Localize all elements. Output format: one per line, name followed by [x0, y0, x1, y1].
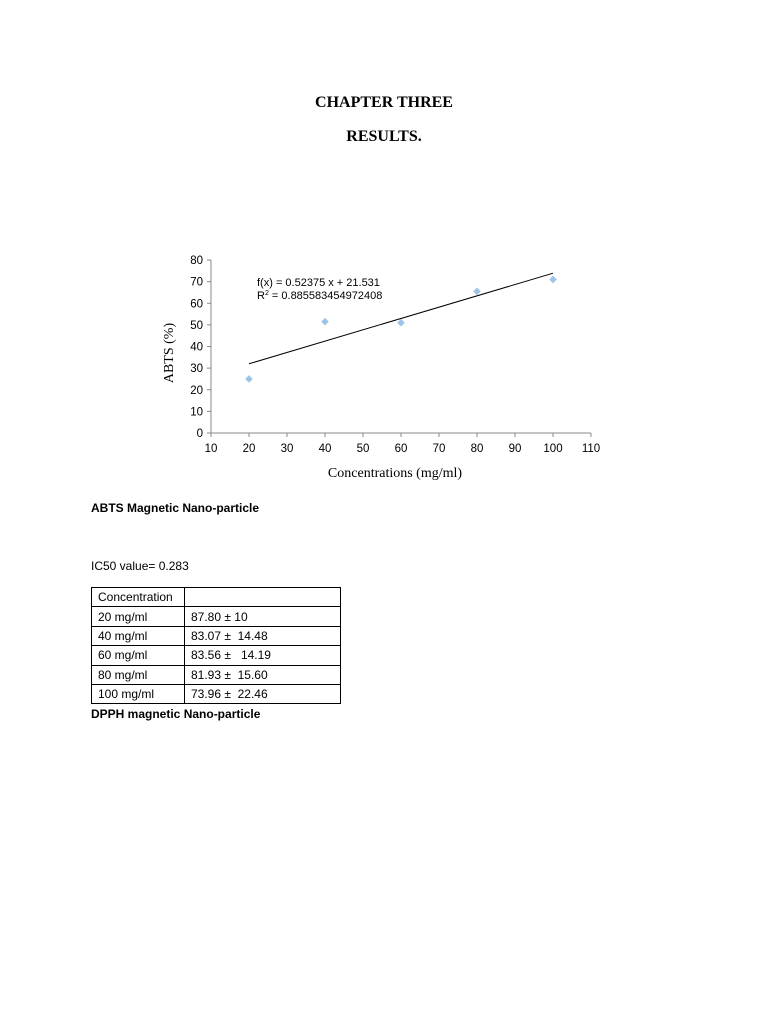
trend-equation: f(x) = 0.52375 x + 21.531: [257, 277, 380, 289]
cell-concentration: 100 mg/ml: [92, 684, 185, 703]
results-table: [91, 587, 341, 704]
abts-scatter-chart: [0, 0, 768, 500]
y-tick-label: 40: [190, 341, 203, 354]
data-point-marker: [321, 318, 329, 326]
y-tick-label: 60: [190, 298, 203, 311]
cell-concentration: 40 mg/ml: [92, 626, 185, 645]
cell-value: 81.93 ± 15.60: [185, 665, 341, 684]
cell-concentration: 20 mg/ml: [92, 607, 185, 626]
x-axis-title: Concentrations (mg/ml): [327, 466, 463, 481]
cell-value: 73.96 ± 22.46: [185, 684, 341, 703]
table-row: [92, 626, 341, 645]
header-value: [185, 588, 341, 607]
chapter-title: CHAPTER THREE: [315, 94, 453, 111]
x-tick-label: 110: [581, 443, 601, 455]
y-axis-title: ABTS (%): [162, 322, 177, 384]
data-point-marker: [473, 288, 481, 296]
ic50-value: IC50 value= 0.283: [91, 559, 189, 573]
x-tick-label: 90: [508, 443, 522, 455]
table-header-row: [92, 588, 341, 607]
cell-concentration: 60 mg/ml: [92, 646, 185, 665]
y-tick-label: 0: [196, 428, 203, 440]
x-tick-label: 100: [543, 443, 563, 455]
x-tick-label: 30: [280, 443, 294, 455]
x-tick-label: 80: [470, 443, 484, 455]
x-tick-label: 20: [242, 443, 256, 455]
y-tick-label: 50: [190, 319, 203, 332]
table-caption: DPPH magnetic Nano-particle: [91, 707, 261, 721]
table-row: [92, 665, 341, 684]
x-tick-label: 10: [204, 443, 218, 455]
table-row: [92, 684, 341, 703]
cell-value: 83.07 ± 14.48: [185, 626, 341, 645]
data-point-marker: [397, 319, 405, 327]
y-tick-label: 30: [190, 363, 203, 376]
x-tick-label: 60: [394, 443, 408, 455]
cell-concentration: 80 mg/ml: [92, 665, 185, 684]
section-title: RESULTS.: [346, 128, 422, 145]
table-row: [92, 607, 341, 626]
y-tick-label: 20: [190, 384, 203, 397]
x-tick-label: 70: [432, 443, 446, 455]
x-tick-label: 40: [318, 443, 332, 455]
data-point-marker: [549, 276, 557, 284]
cell-value: 87.80 ± 10: [185, 607, 341, 626]
figure-caption: ABTS Magnetic Nano-particle: [91, 501, 260, 515]
header-concentration: Concentration: [92, 588, 185, 607]
table-row: [92, 646, 341, 665]
y-tick-label: 10: [190, 406, 203, 419]
y-tick-label: 80: [190, 255, 203, 267]
cell-value: 83.56 ± 14.19: [185, 646, 341, 665]
r-squared: $R^2 = 0.885583454972408$: [257, 290, 383, 302]
data-point-marker: [245, 375, 253, 383]
x-axis: [205, 433, 601, 455]
y-tick-label: 70: [190, 276, 203, 289]
y-axis: [190, 255, 211, 440]
x-tick-label: 50: [356, 443, 370, 455]
